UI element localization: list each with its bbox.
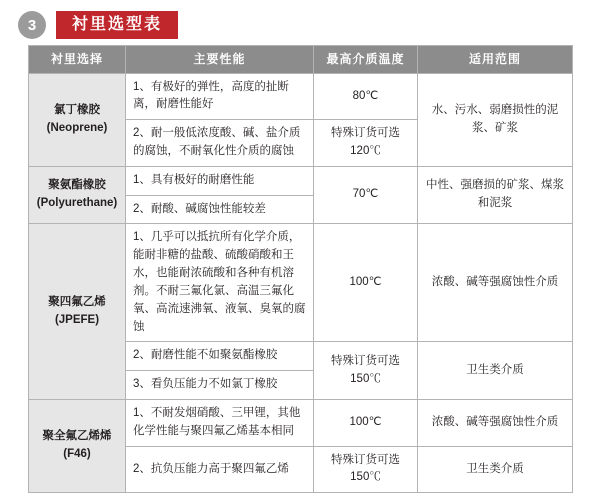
cell-lining-polyurethane: [29, 166, 126, 224]
cell-performance: 2、耐磨性能不如聚氨酯橡胶: [126, 342, 314, 371]
table-row: [29, 399, 573, 446]
cell-scope: 浓酸、碱等强腐蚀性介质: [418, 224, 573, 342]
table-header: [29, 46, 573, 74]
table-header-row: [29, 46, 573, 74]
page-header: [0, 0, 600, 40]
lining-name-en: (Neoprene): [46, 121, 108, 134]
column-header-scope: 适用范围: [418, 46, 573, 74]
cell-scope: 水、污水、弱磨损性的泥浆、矿浆: [418, 73, 573, 166]
cell-temperature: 特殊订货可选120℃: [314, 120, 418, 167]
cell-lining-neoprene: [29, 73, 126, 166]
cell-temperature: 特殊订货可选150℃: [314, 342, 418, 400]
cell-temperature: 特殊订货可选150℃: [314, 446, 418, 493]
lining-name-en: (JPEFE): [54, 313, 100, 326]
cell-performance: 1、几乎可以抵抗所有化学介质，能耐非糖的盐酸、硫酸硝酸和王水，也能耐浓硫酸和各种有机溶剂。不耐三氟化氯、高温三氟化氧、高流速沸氧、液氧、臭氧的腐蚀: [126, 224, 314, 342]
lining-name-en: (Polyurethane): [36, 197, 118, 210]
cell-scope: 浓酸、碱等强腐蚀性介质: [418, 399, 573, 446]
lining-selection-table: [28, 45, 573, 493]
cell-performance: 3、看负压能力不如氯丁橡胶: [126, 371, 314, 400]
cell-performance: 1、具有极好的耐磨性能: [126, 166, 314, 195]
section-number-badge: 3: [18, 11, 46, 39]
lining-name-cn: 聚氨酯橡胶: [48, 179, 106, 192]
cell-performance: 2、耐酸、碱腐蚀性能较差: [126, 195, 314, 224]
table-row: [29, 73, 573, 120]
lining-name-cn: 聚全氟乙烯烯: [42, 430, 112, 443]
table-body: [29, 73, 573, 493]
cell-lining-f46: [29, 399, 126, 492]
lining-name-en: (F46): [63, 448, 91, 461]
cell-scope: 中性、强磨损的矿浆、煤浆和泥浆: [418, 166, 573, 224]
cell-scope: 卫生类介质: [418, 342, 573, 400]
table-container: [0, 40, 600, 493]
cell-performance: 2、抗负压能力高于聚四氟乙烯: [126, 446, 314, 493]
column-header-performance: 主要性能: [126, 46, 314, 74]
cell-temperature: 70℃: [314, 166, 418, 224]
column-header-lining: 衬里选择: [29, 46, 126, 74]
table-row: [29, 166, 573, 195]
cell-performance: 2、耐一般低浓度酸、碱、盐介质的腐蚀，不耐氧化性介质的腐蚀: [126, 120, 314, 167]
table-row: [29, 224, 573, 342]
cell-temperature: 100℃: [314, 399, 418, 446]
page-title: 衬里选型表: [56, 11, 178, 40]
cell-temperature: 100℃: [314, 224, 418, 342]
cell-lining-ptfe: [29, 224, 126, 400]
lining-name-cn: 聚四氟乙烯: [48, 295, 106, 308]
lining-name-cn: 氯丁橡胶: [54, 103, 100, 116]
cell-scope: 卫生类介质: [418, 446, 573, 493]
column-header-temperature: 最高介质温度: [314, 46, 418, 74]
cell-performance: 1、不耐发烟硝酸、三甲锂，其他化学性能与聚四氟乙烯基本相同: [126, 399, 314, 446]
cell-performance: 1、有极好的弹性，高度的扯断离，耐磨性能好: [126, 73, 314, 120]
cell-temperature: 80℃: [314, 73, 418, 120]
